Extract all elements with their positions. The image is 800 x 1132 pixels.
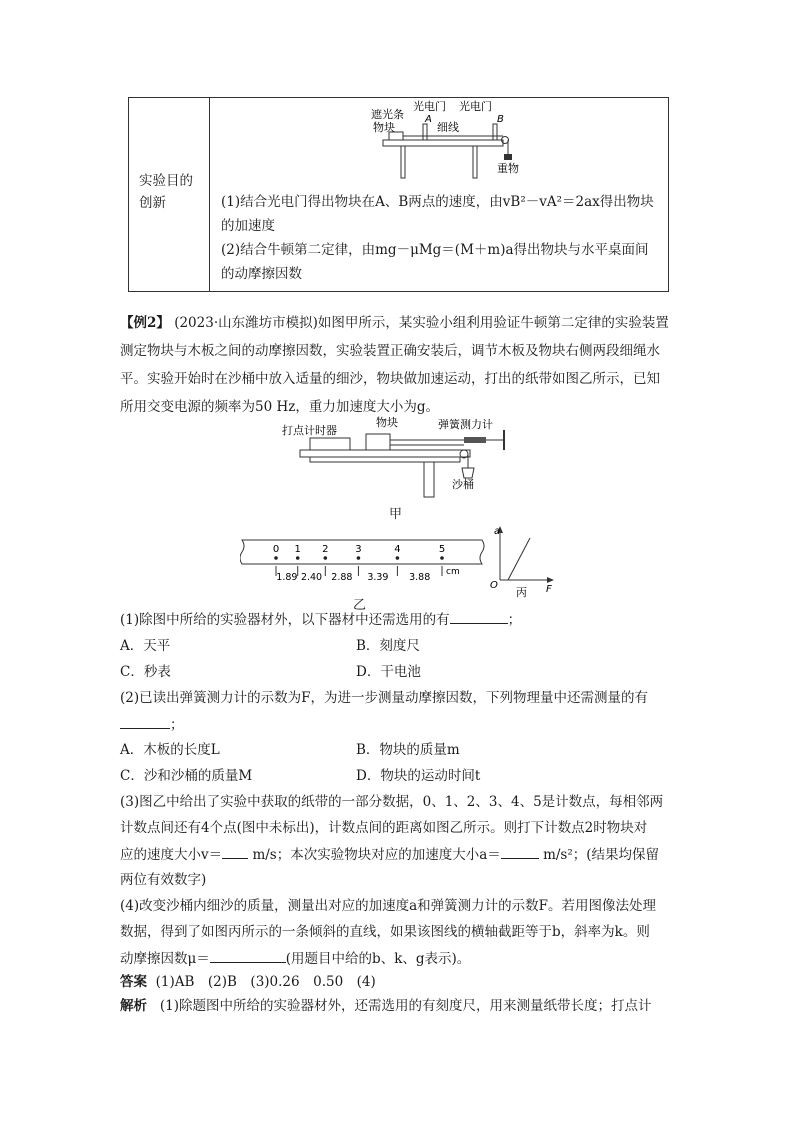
- tape-point-label: 2: [322, 544, 329, 555]
- answer-text: (1)AB (2)B (3)0.26 0.50 (4): [155, 974, 376, 990]
- tape-point-dot: [357, 556, 361, 560]
- tape-distance-label: 2.88: [331, 572, 353, 583]
- fig-jia-label-spring: 弹簧测力计: [438, 418, 493, 431]
- figure-bing-graph: [484, 524, 564, 599]
- example-line-2: 测定物块与木板之间的动摩擦因数，实验装置正确安装后，调节木板及物块右侧两段细绳水: [120, 343, 660, 359]
- q2-blank-line: [120, 714, 184, 735]
- q1-option-b: B．刻度尺: [356, 638, 420, 654]
- fig-jia-table: [310, 457, 460, 462]
- analysis-label: 解析: [120, 998, 147, 1014]
- tape-point-dot: [296, 556, 300, 560]
- fig-label-a: A: [425, 114, 432, 125]
- tape-point-label: 0: [272, 544, 280, 555]
- q2-stem-end: ；: [170, 717, 184, 733]
- tape-distance-label: 3.39: [367, 572, 389, 583]
- tape-point-label: 5: [438, 544, 446, 555]
- q4-line-3: [120, 948, 470, 969]
- example-line-1: [120, 313, 669, 333]
- q3-velocity-blank[interactable]: [222, 844, 248, 859]
- table-item-1: (1)结合光电门得出物块在A、B两点的速度，由vB²－vA²＝2ax得出物块的加速度: [221, 194, 654, 234]
- innovation-table: [128, 97, 669, 292]
- bing-caption: 丙: [516, 586, 527, 599]
- q3-acceleration-blank[interactable]: [501, 844, 539, 859]
- q3-line-4: 两位有效数字): [120, 872, 207, 888]
- tape-point-label: 1: [294, 544, 301, 555]
- example-line-3: 平。实验开始时在沙桶中放入适量的细沙，物块做加速运动，打出的纸带如图乙所示，已知: [120, 371, 660, 387]
- q4-text-a: 动摩擦因数μ＝: [120, 951, 210, 967]
- fig-jia-board: [300, 450, 470, 457]
- q4-line-2: 数据，得到了如图丙所示的一条倾斜的直线，如果该图线的横轴截距等于b，斜率为k。则: [120, 924, 650, 940]
- q2-option-b: B．物块的质量m: [356, 742, 460, 758]
- q3-line-2: 计数点间还有4个点(图中未标出)，计数点间的距离如图乙所示。则打下计数点2时物块对: [120, 820, 648, 836]
- figure-yi-paper-tape: [240, 536, 486, 594]
- q3-text-a: 应的速度大小v＝: [120, 847, 223, 863]
- tape-point-label: 4: [394, 544, 401, 555]
- fig-jia-timer: [310, 438, 350, 450]
- q1-option-c: C．秒表: [120, 664, 171, 680]
- bing-origin: O: [490, 580, 498, 591]
- fig-label-b: B: [497, 114, 504, 125]
- analysis-line: [120, 996, 652, 1016]
- bing-ylabel: a: [494, 526, 501, 537]
- answer-label: 答案: [120, 974, 147, 990]
- fig-jia-bucket: [462, 468, 474, 478]
- figure-yi-caption: 乙: [353, 598, 367, 613]
- fig-jia-spring-scale: [464, 437, 486, 443]
- figure-jia-apparatus: [280, 414, 520, 504]
- fig-gate-a: [423, 124, 427, 140]
- fig-gate-b: [493, 124, 497, 140]
- fig-jia-block: [366, 434, 390, 450]
- fig-table-leg-left: [401, 146, 405, 178]
- answer-line: [120, 972, 376, 992]
- fig-label-wukuai: 物块: [373, 121, 395, 134]
- example-text-1: 如图甲所示，某实验小组利用验证牛顿第二定律的实验装置: [317, 315, 669, 331]
- tape-point-dot: [440, 556, 444, 560]
- fig-jia-table-leg: [424, 462, 434, 497]
- tape-point-dot: [396, 556, 400, 560]
- fig-jia-label-block: 物块: [376, 416, 398, 429]
- table-row-label: 实验目的创新: [139, 173, 193, 211]
- figure-jia-caption: 甲: [389, 507, 403, 522]
- q2-answer-blank[interactable]: [120, 714, 170, 729]
- q2-option-c: C．沙和沙桶的质量M: [120, 768, 253, 784]
- q4-line-1: (4)改变沙桶内细沙的质量，测量出对应的加速度a和弹簧测力计的示数F。若用图像法处理: [120, 898, 657, 914]
- bing-x-arrow: [547, 577, 554, 583]
- q2-option-a: A．木板的长度L: [120, 742, 220, 758]
- q3-text-b: m/s；本次实验物块对应的加速度大小a＝: [252, 847, 501, 863]
- tape-point-dot: [274, 556, 278, 560]
- fig-weight: [504, 154, 512, 160]
- photogate-apparatus-figure: [369, 100, 549, 188]
- q1-stem: (1)除图中所给的实验器材外，以下器材中还需选用的有: [120, 612, 450, 628]
- fig-label-gate-b: 光电门: [459, 100, 492, 113]
- tape-distance-label: 1.89: [276, 572, 298, 583]
- tape-point-label: 3: [355, 544, 362, 555]
- table-item-2: (2)结合牛顿第二定律，由mg－μMg＝(M＋m)a得出物块与水平桌面间的动摩擦因数: [221, 242, 649, 282]
- fig-label-gate-a: 光电门: [413, 100, 446, 113]
- fig-jia-label-bucket: 沙桶: [452, 478, 474, 491]
- fig-jia-label-timer: 打点计时器: [282, 424, 337, 437]
- fig-label-zheguang: 遮光条: [371, 108, 404, 121]
- fig-label-zhongwu: 重物: [497, 162, 519, 175]
- tape-unit: cm: [446, 567, 460, 577]
- q4-text-b: (用题目中给的b、k、g表示)。: [285, 951, 471, 967]
- bing-line: [508, 538, 530, 580]
- q1-answer-blank[interactable]: [450, 609, 508, 624]
- fig-label-xixian: 细线: [437, 121, 459, 134]
- example-source: (2023·山东潍坊市模拟): [174, 315, 318, 331]
- q3-line-3: [120, 844, 659, 865]
- q2-option-d: D．物块的运动时间t: [356, 768, 481, 784]
- q3-text-c: m/s²；(结果均保留: [543, 847, 660, 863]
- tape-distance-label: 2.40: [300, 572, 323, 583]
- example-tag: 【例2】: [120, 315, 170, 331]
- q2-stem: (2)已读出弹簧测力计的示数为F，为进一步测量动摩擦因数，下列物理量中还需测量的有: [120, 690, 648, 706]
- q1-stem-end: ；: [507, 612, 522, 628]
- fig-table-leg-right: [473, 146, 477, 178]
- tape-point-dot: [324, 556, 328, 560]
- q4-mu-blank[interactable]: [210, 948, 286, 963]
- tape-distance-label: 3.88: [409, 572, 431, 583]
- bing-xlabel: F: [546, 584, 552, 595]
- q1-stem-line: [120, 609, 521, 630]
- q3-line-1: (3)图乙中给出了实验中获取的纸带的一部分数据，0、1、2、3、4、5是计数点，每相邻两: [120, 794, 664, 810]
- q1-option-d: D．干电池: [356, 664, 421, 680]
- analysis-text: (1)除题图中所给的实验器材外，还需选用的有刻度尺，用来测量纸带长度；打点计: [159, 998, 652, 1014]
- table-divider: [209, 98, 210, 291]
- q1-option-a: A．天平: [120, 638, 171, 654]
- fig-table-top: [383, 140, 503, 146]
- example-line-4: 所用交变电源的频率为50 Hz，重力加速度大小为g。: [120, 399, 439, 415]
